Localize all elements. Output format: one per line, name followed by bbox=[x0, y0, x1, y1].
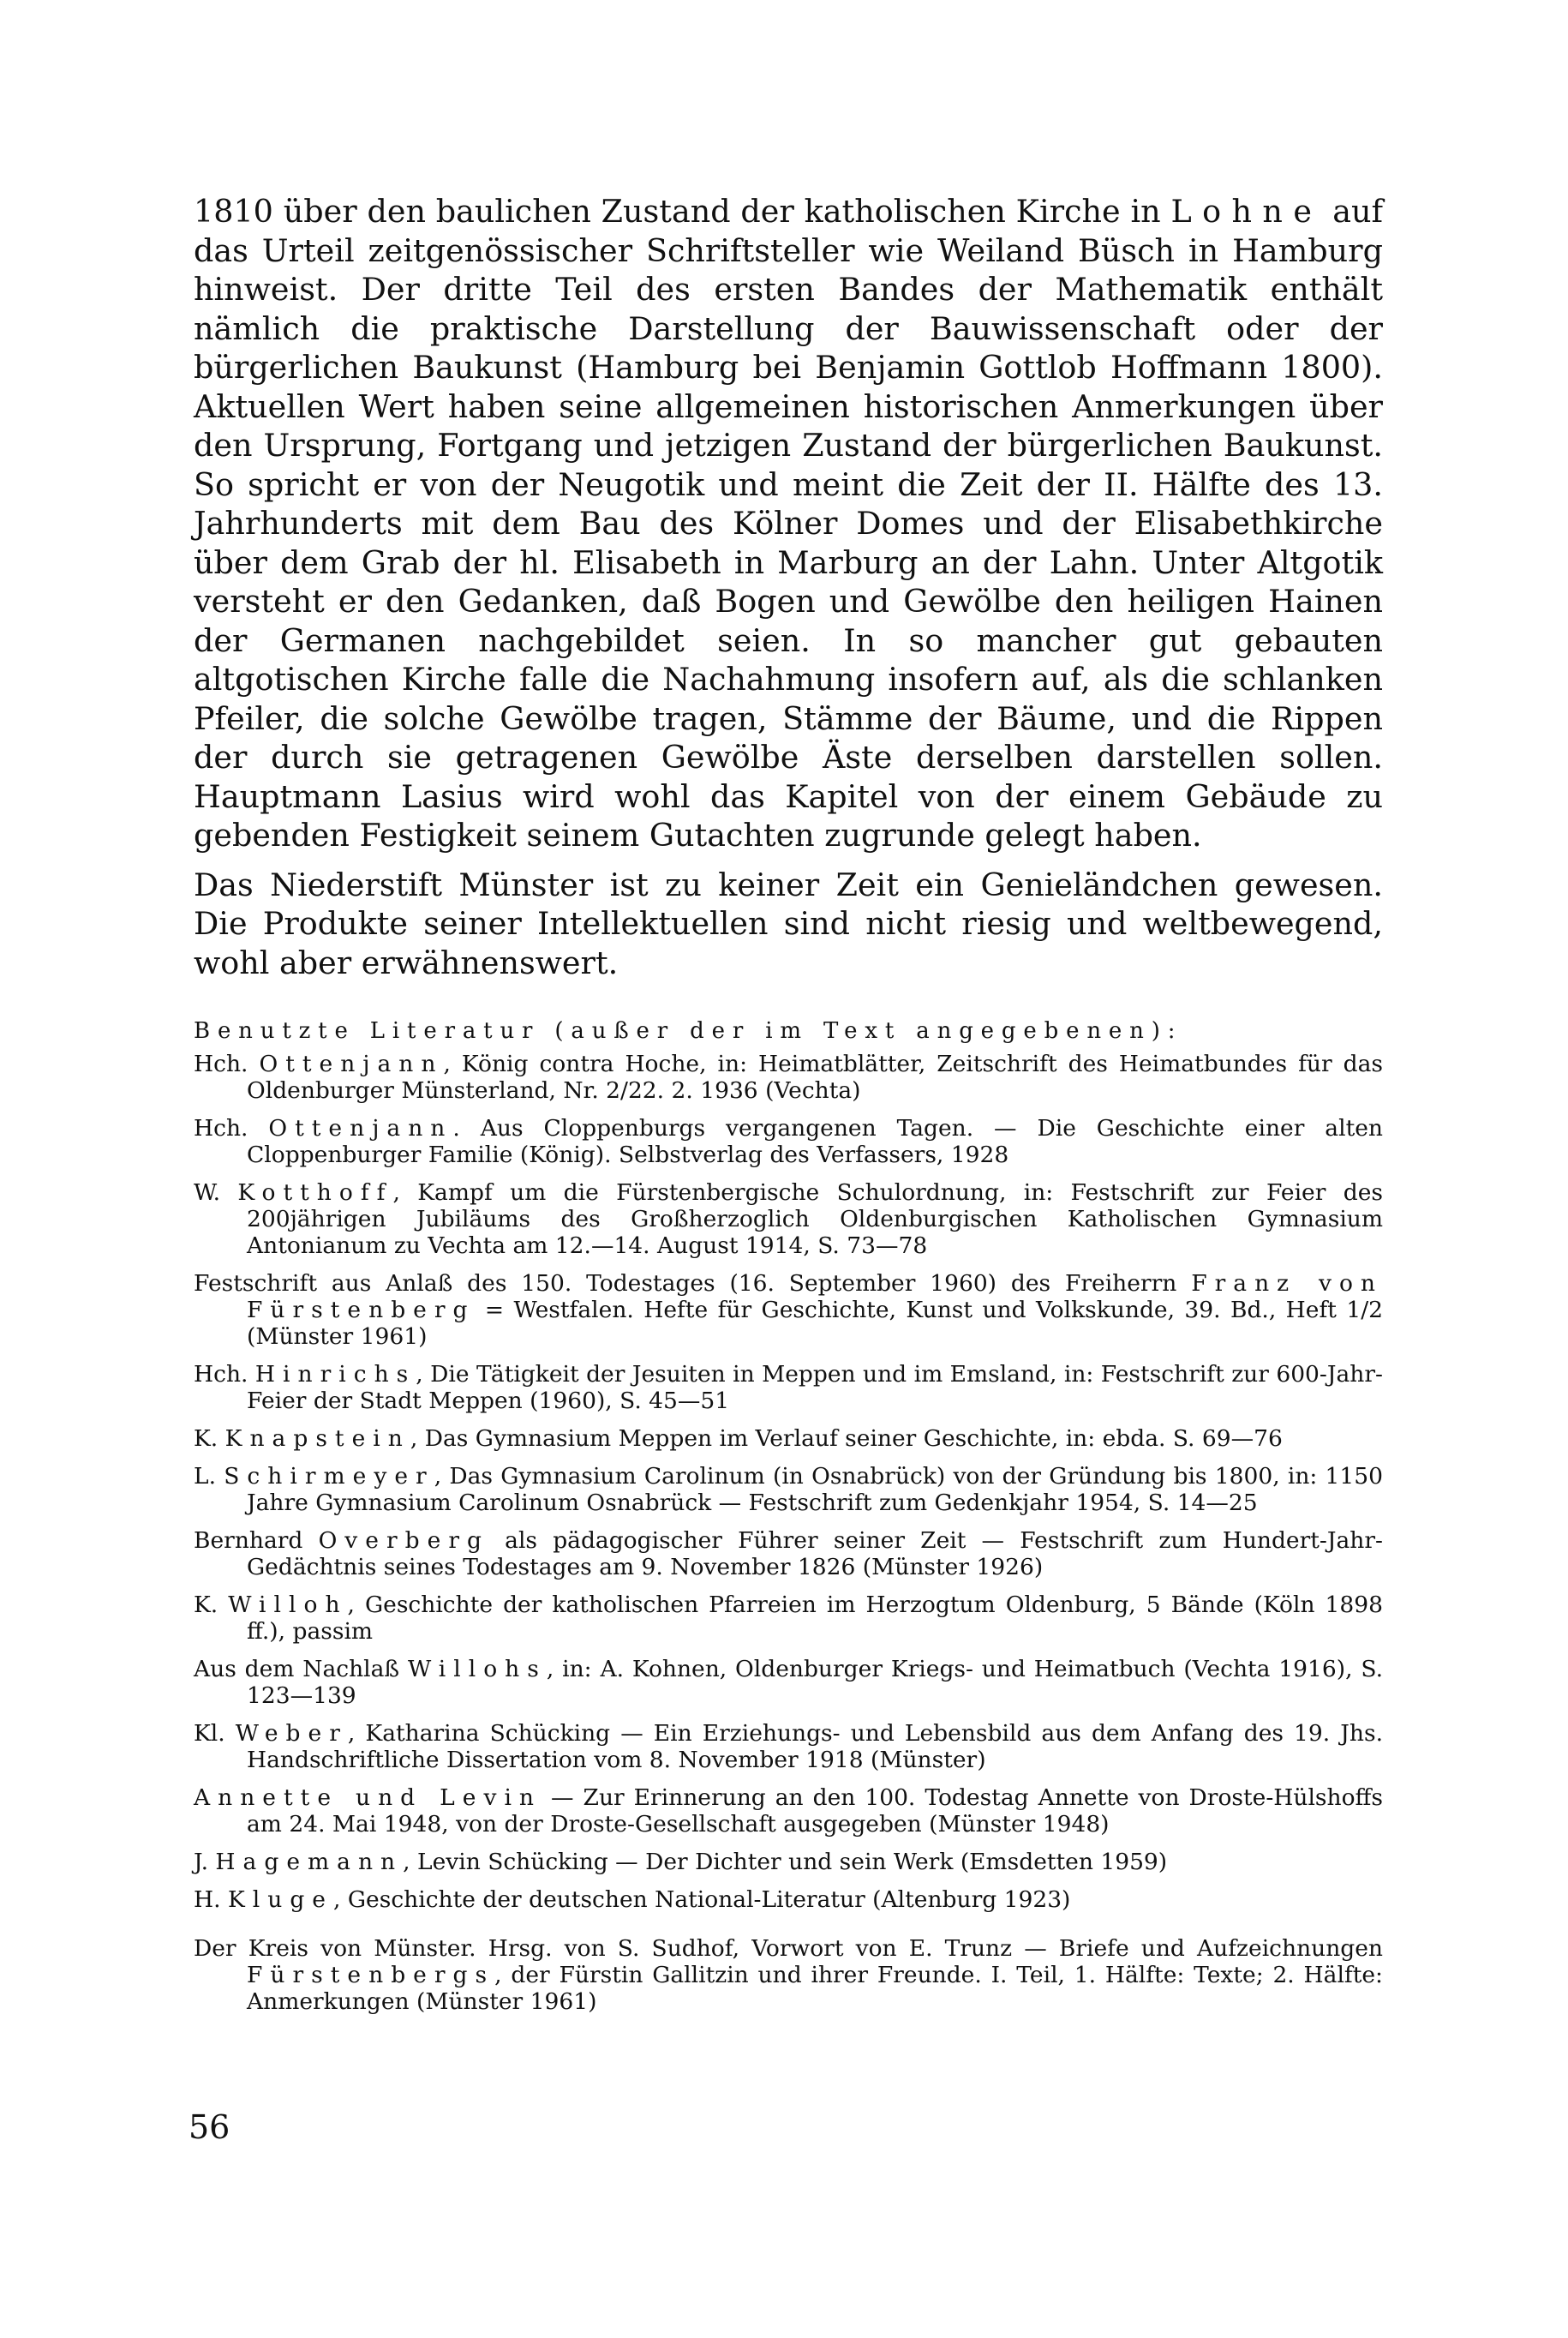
reference-prefix: K. bbox=[194, 1592, 229, 1618]
reference-entry bbox=[194, 1656, 1383, 1709]
reference-prefix: K. bbox=[194, 1425, 225, 1452]
reference-details: , Levin Schücking — Der Dichter und sein Werk (Emsdetten 1959) bbox=[403, 1849, 1168, 1875]
reference-entry bbox=[194, 1527, 1383, 1580]
reference-author: Willohs bbox=[407, 1656, 547, 1682]
literature-heading: Benutzte Literatur (außer der im Text angegebenen): bbox=[194, 1018, 1183, 1044]
reference-entry bbox=[194, 1051, 1383, 1104]
reference-details: , der Fürstin Gallitzin und ihrer Freunde. I. Teil, 1. Hälfte: Texte; 2. Hälfte: Anmerkungen (Münster 1961) bbox=[247, 1962, 1383, 2015]
reference-prefix: Bernhard bbox=[194, 1527, 319, 1554]
reference-entry bbox=[194, 1784, 1383, 1837]
reference-details: , König contra Hoche, in: Heimatblätter, Zeitschrift des Heimatbundes für das Oldenburger Münsterland, Nr. 2/22. 2. 1936 (Vechta) bbox=[247, 1051, 1383, 1104]
reference-prefix: Hch. bbox=[194, 1051, 260, 1077]
reference-author: Kluge bbox=[227, 1886, 334, 1913]
reference-prefix: Aus dem Nachlaß bbox=[194, 1656, 408, 1682]
reference-prefix: W. bbox=[194, 1179, 238, 1206]
body-paragraph-2: Das Niederstift Münster ist zu keiner Zeit ein Genieländchen gewesen. Die Produkte seiner Intellektuellen sind nicht riesig und weltbewegend, wohl aber erwähnenswert. bbox=[194, 866, 1383, 981]
paragraph-text: 1810 über den baulichen Zustand der katholischen Kirche in bbox=[194, 193, 1171, 230]
reference-entry bbox=[194, 1935, 1383, 2015]
reference-author: Overberg bbox=[318, 1527, 489, 1554]
reference-details: , Die Tätigkeit der Jesuiten in Meppen und im Emsland, in: Festschrift zur 600-Jahr-Feier der Stadt Meppen (1960), S. 45—51 bbox=[247, 1361, 1383, 1414]
reference-author: Ottenjann bbox=[268, 1115, 453, 1142]
reference-entry bbox=[194, 1849, 1383, 1875]
reference-prefix: Festschrift aus Anlaß des 150. Todestages (16. September 1960) des Freiherrn bbox=[194, 1270, 1192, 1297]
reference-author: Fürstenbergs bbox=[247, 1962, 495, 1988]
reference-entry bbox=[194, 1886, 1383, 1913]
reference-entry bbox=[194, 1720, 1383, 1773]
reference-author: Hagemann bbox=[215, 1849, 404, 1875]
reference-details: — Zur Erinnerung an den 100. Todestag Annette von Droste-Hülshoffs am 24. Mai 1948, von der Droste-Gesellschaft ausgegeben (Münster 1948) bbox=[247, 1784, 1383, 1837]
reference-details: , Kampf um die Fürstenbergische Schulordnung, in: Festschrift zur Feier des 200jährigen Jubiläums des Großherzoglich Oldenburgischen Katholischen Gymnasium Antonianum zu Vechta am 12.—14. August 1914, S. 73—78 bbox=[247, 1179, 1384, 1259]
reference-details: , Das Gymnasium Meppen im Verlauf seiner Geschichte, in: ebda. S. 69—76 bbox=[410, 1425, 1283, 1452]
reference-details: = Westfalen. Hefte für Geschichte, Kunst und Volkskunde, 39. Bd., Heft 1/2 (Münster 1961) bbox=[247, 1297, 1383, 1350]
reference-author: Annette und Levin bbox=[194, 1784, 542, 1811]
paragraph-text: auf das Urteil zeitgenössischer Schriftsteller wie Weiland Büsch in Hamburg hinweist. Der dritte Teil des ersten Bandes der Mathematik enthält nämlich die praktische Darstellung der Bauwissenschaft oder der bürgerlichen Baukunst (Hamburg bei Benjamin Gottlob Hoffmann 1800). Aktuellen Wert haben seine allgemeinen historischen Anmerkungen über den Ursprung, Fortgang und jetzigen Zustand der bürgerlichen Baukunst. So spricht er von der Neugotik und meint die Zeit der II. Hälfte des 13. Jahrhunderts mit dem Bau des Kölner Domes und der Elisabethkirche über dem Grab der hl. Elisabeth in Marburg an der Lahn. Unter Altgotik versteht er den Gedanken, daß Bogen und Gewölbe den heiligen Hainen der Germanen nachgebildet seien. In so mancher gut gebauten altgotischen Kirche falle die Nachahmung insofern auf, als die schlanken Pfeiler, die solche Gewölbe tragen, Stämme der Bäume, und die Rippen der durch sie getragenen Gewölbe Äste derselben darstellen sollen. Hauptmann Lasius wird wohl das Kapitel von der einem Gebäude zu gebenden Festigkeit seinem Gutachten zugrunde gelegt haben. bbox=[194, 193, 1383, 854]
reference-entry bbox=[194, 1592, 1383, 1645]
reference-author: Weber bbox=[235, 1720, 348, 1747]
reference-prefix: L. bbox=[194, 1463, 224, 1490]
reference-author: Hinrichs bbox=[254, 1361, 416, 1388]
reference-author: Ottenjann bbox=[259, 1051, 444, 1077]
reference-author: Knapstein bbox=[224, 1425, 410, 1452]
reference-prefix: Hch. bbox=[194, 1361, 255, 1388]
reference-details: , Das Gymnasium Carolinum (in Osnabrück) von der Gründung bis 1800, in: 1150 Jahre Gymnasium Carolinum Osnabrück — Festschrift zum Gedenkjahr 1954, S. 14—25 bbox=[247, 1463, 1383, 1516]
reference-entry bbox=[194, 1425, 1383, 1452]
reference-entry bbox=[194, 1179, 1383, 1259]
spaced-place-name: Lohne bbox=[1170, 193, 1323, 230]
reference-author: Franz von Fürstenberg bbox=[247, 1270, 1384, 1323]
reference-prefix: H. bbox=[194, 1886, 228, 1913]
reference-prefix: Hch. bbox=[194, 1115, 269, 1142]
reference-entry bbox=[194, 1361, 1383, 1414]
reference-entry bbox=[194, 1270, 1383, 1350]
reference-details: . Aus Cloppenburgs vergangenen Tagen. — Die Geschichte einer alten Cloppenburger Familie (König). Selbstverlag des Verfassers, 1928 bbox=[247, 1115, 1383, 1168]
reference-prefix: J. bbox=[194, 1849, 216, 1875]
page-content bbox=[194, 192, 1383, 2026]
reference-author: Kotthoff bbox=[237, 1179, 393, 1206]
reference-author: Schirmeyer bbox=[224, 1463, 434, 1490]
reference-prefix: Der Kreis von Münster. Hrsg. von S. Sudhof, Vorwort von E. Trunz — Briefe und Aufzeichnungen bbox=[194, 1935, 1383, 1962]
reference-details: , Katharina Schücking — Ein Erziehungs- und Lebensbild aus dem Anfang des 19. Jhs. Handschriftliche Dissertation vom 8. November 1918 (Münster) bbox=[247, 1720, 1383, 1773]
reference-details: , Geschichte der deutschen National-Literatur (Altenburg 1923) bbox=[333, 1886, 1071, 1913]
reference-details: , in: A. Kohnen, Oldenburger Kriegs- und Heimatbuch (Vechta 1916), S. 123—139 bbox=[247, 1656, 1383, 1709]
reference-author: Willoh bbox=[228, 1592, 348, 1618]
reference-details: als pädagogischer Führer seiner Zeit — Festschrift zum Hundert-Jahr-Gedächtnis seines Todestages am 9. November 1826 (Münster 1926) bbox=[247, 1527, 1383, 1580]
page-number: 56 bbox=[189, 2108, 230, 2146]
reference-list bbox=[194, 1051, 1383, 2015]
reference-prefix: Kl. bbox=[194, 1720, 236, 1747]
reference-entry bbox=[194, 1463, 1383, 1516]
reference-entry bbox=[194, 1115, 1383, 1168]
body-paragraph-1 bbox=[194, 192, 1383, 855]
reference-details: , Geschichte der katholischen Pfarreien im Herzogtum Oldenburg, 5 Bände (Köln 1898 ff.), passim bbox=[247, 1592, 1383, 1645]
